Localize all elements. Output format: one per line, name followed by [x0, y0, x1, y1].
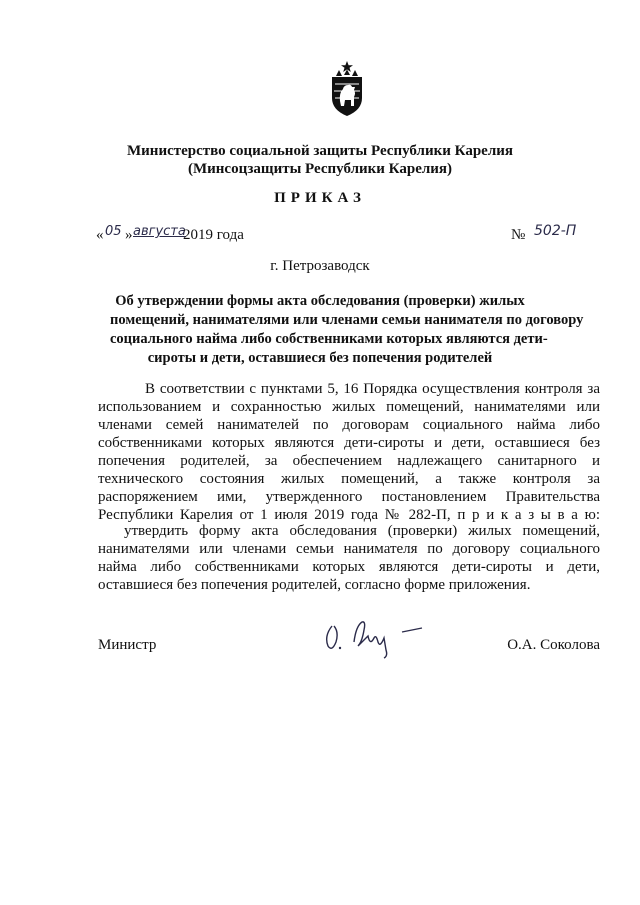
signer-name: О.А. Соколова: [507, 637, 600, 653]
order-number-handwritten: 502-П: [534, 223, 577, 239]
body-paragraph-line: найма либо собственниками которых являются дети-сироты и дети,: [98, 559, 600, 575]
body-paragraph-line: членами семей нанимателей по договорам социального найма либо: [98, 417, 600, 433]
body-paragraph-line: нанимателями или членами семьи нанимателя по договору социального: [98, 541, 600, 557]
body-paragraph-line: попечения родителей, за обеспечением надлежащего санитарного и: [98, 453, 600, 469]
body-paragraph-line: В соответствии с пунктами 5, 16 Порядка осуществления контроля за: [145, 381, 600, 397]
body-paragraph-line: утвердить форму акта обследования (проверки) жилых помещений,: [124, 523, 600, 539]
order-title: ПРИКАЗ: [274, 190, 366, 206]
subject-line: сироты и дети, оставшиеся без попечения родителей: [147, 350, 493, 366]
body-paragraph-line: использованием и сохранностью жилых помещений, нанимателями или: [98, 399, 600, 415]
date-day-handwritten: 05: [105, 224, 122, 239]
signer-title: Министр: [98, 637, 157, 653]
order-number-label: №: [511, 227, 526, 243]
date-number-row: [96, 223, 606, 249]
date-month-handwritten: августа: [133, 224, 186, 239]
ministry-name: Министерство социальной защиты Республики Карелия: [127, 143, 513, 159]
body-paragraph-line: оставшиеся без попечения родителей, согласно форме приложения.: [98, 577, 531, 593]
body-paragraph-line: собственниками которых являются дети-сироты и дети, оставшиеся без: [98, 435, 600, 451]
body-paragraph-line: технического состояния жилых помещений, а также контроля за: [98, 471, 600, 487]
subject-line: Об утверждении формы акта обследования (проверки) жилых: [115, 293, 525, 309]
subject-line: помещений, нанимателями или членами семьи нанимателя по договору: [110, 312, 584, 328]
body-paragraph-line: распоряжением ими, утвержденного постановлением Правительства: [98, 489, 600, 505]
city: г. Петрозаводск: [270, 258, 370, 274]
karelia-coat-of-arms-icon: [329, 60, 365, 118]
date-year: 2019 года: [183, 227, 244, 243]
date-open-quote: «: [96, 227, 104, 243]
subject-line: социального найма либо собственниками которых являются дети-: [110, 331, 548, 347]
body-paragraph-line: Республики Карелия от 1 июля 2019 года № 282-П, п р и к а з ы в а ю:: [98, 507, 600, 523]
ministry-short-name: (Минсоцзащиты Республики Карелия): [187, 161, 453, 177]
date-close-quote: »: [125, 227, 133, 243]
handwritten-signature: [320, 612, 440, 662]
